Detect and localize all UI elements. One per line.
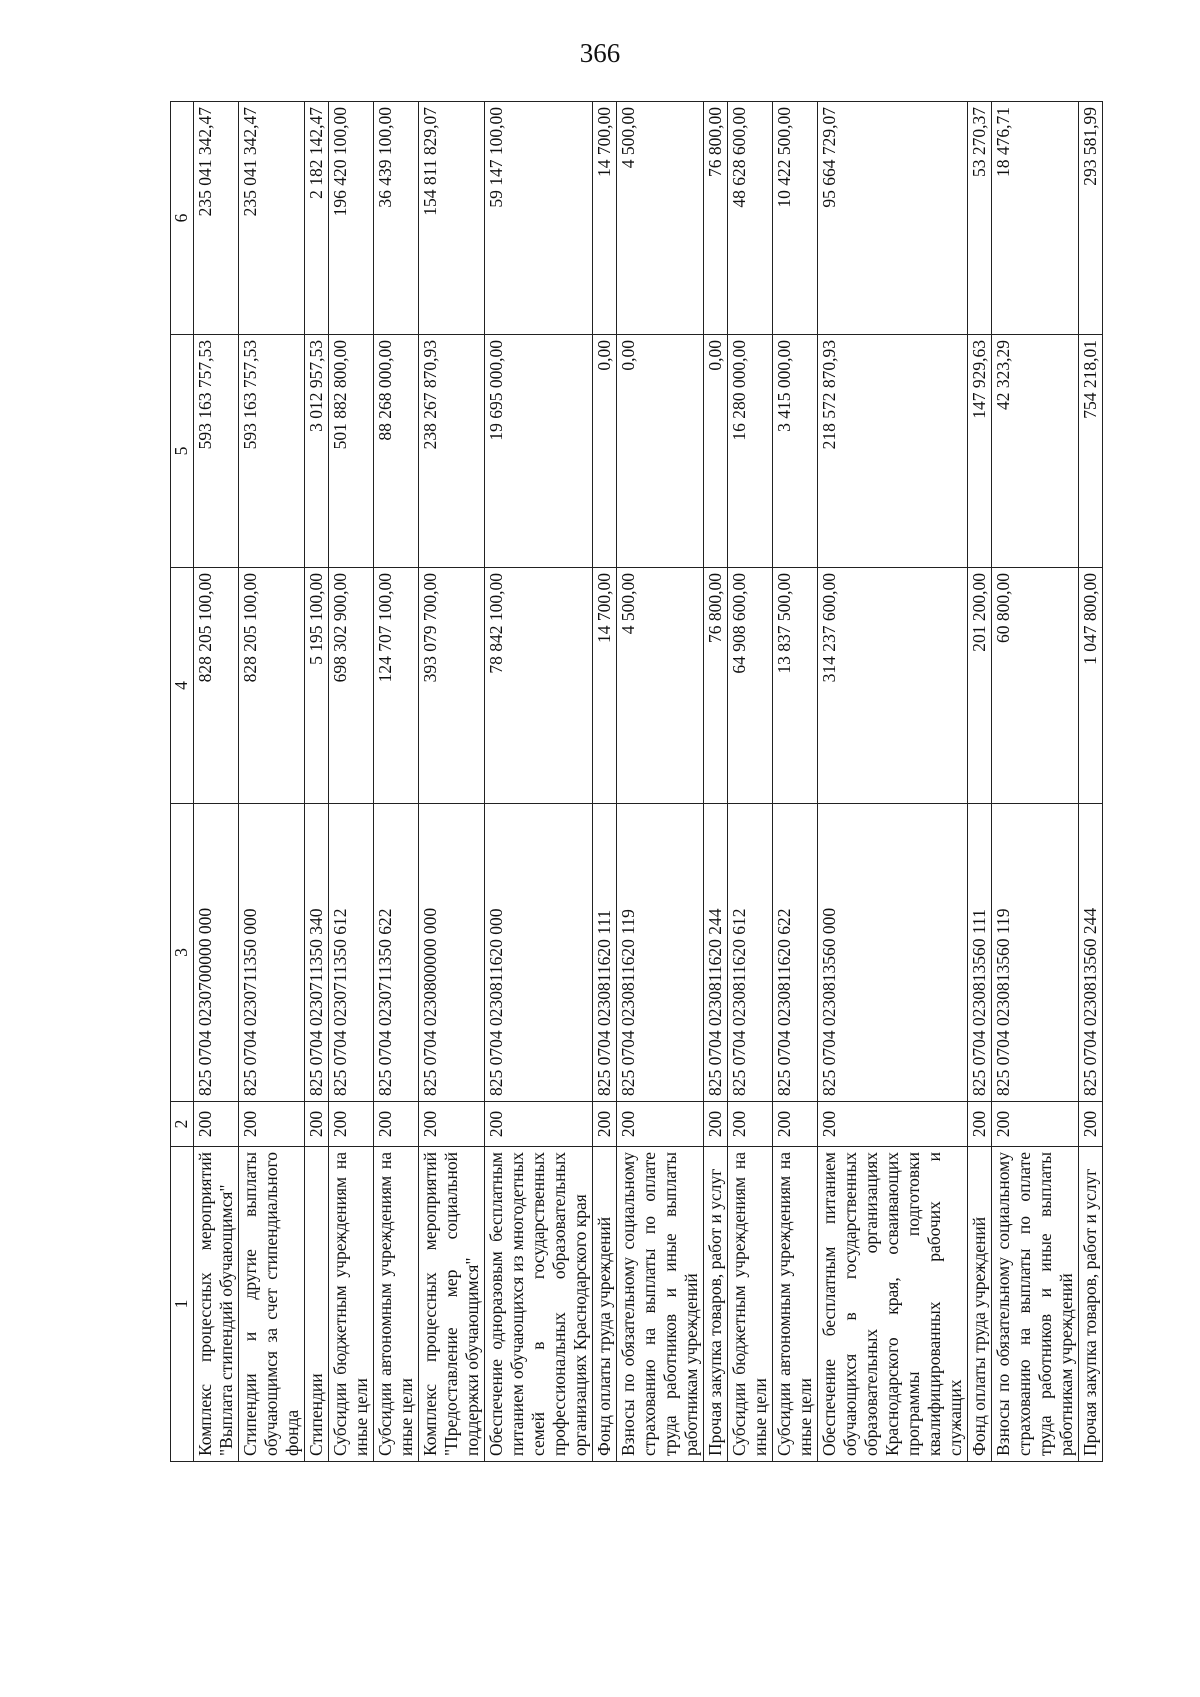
row-code: 200 bbox=[968, 1102, 992, 1147]
row-code: 200 bbox=[773, 1102, 818, 1147]
row-value-col6: 76 800,00 bbox=[704, 102, 728, 335]
rotated-table-container bbox=[170, 102, 1100, 1462]
row-name: Взносы по обязательному социальному страхованию на выплаты по оплате труда работников и иные выплаты работникам учреждений bbox=[617, 1147, 704, 1462]
row-kbk: 825 0704 0230813560 000 bbox=[818, 804, 968, 1102]
row-value-col4: 13 837 500,00 bbox=[773, 568, 818, 804]
table-row bbox=[329, 102, 374, 1462]
row-kbk: 825 0704 0230711350 612 bbox=[329, 804, 374, 1102]
row-value-col4: 828 205 100,00 bbox=[194, 568, 239, 804]
row-value-col4: 828 205 100,00 bbox=[239, 568, 305, 804]
row-kbk: 825 0704 0230811620 111 bbox=[593, 804, 617, 1102]
row-code: 200 bbox=[1079, 1102, 1103, 1147]
table-row bbox=[728, 102, 773, 1462]
row-name: Прочая закупка товаров, работ и услуг bbox=[1079, 1147, 1103, 1462]
row-code: 200 bbox=[593, 1102, 617, 1147]
row-value-col5: 42 323,29 bbox=[992, 335, 1079, 568]
row-name: Прочая закупка товаров, работ и услуг bbox=[704, 1147, 728, 1462]
row-value-col6: 14 700,00 bbox=[593, 102, 617, 335]
table-row bbox=[992, 102, 1079, 1462]
row-kbk: 825 0704 0230800000 000 bbox=[419, 804, 485, 1102]
row-code: 200 bbox=[374, 1102, 419, 1147]
table-row bbox=[305, 102, 329, 1462]
row-name: Обеспечение одноразовым бесплатным питанием обучающихся из многодетных семей в государственных профессиональных образовательных организациях Краснодарского края bbox=[485, 1147, 593, 1462]
row-kbk: 825 0704 0230811620 119 bbox=[617, 804, 704, 1102]
table-row bbox=[194, 102, 239, 1462]
header-col-3: 3 bbox=[171, 804, 194, 1102]
row-name: Фонд оплаты труда учреждений bbox=[968, 1147, 992, 1462]
budget-table bbox=[170, 101, 1103, 1462]
row-value-col5: 0,00 bbox=[704, 335, 728, 568]
row-kbk: 825 0704 0230711350 000 bbox=[239, 804, 305, 1102]
row-name: Субсидии автономным учреждениям на иные цели bbox=[374, 1147, 419, 1462]
row-kbk: 825 0704 0230811620 612 bbox=[728, 804, 773, 1102]
header-col-4: 4 bbox=[171, 568, 194, 804]
row-kbk: 825 0704 0230813560 244 bbox=[1079, 804, 1103, 1102]
row-value-col6: 36 439 100,00 bbox=[374, 102, 419, 335]
row-code: 200 bbox=[485, 1102, 593, 1147]
row-value-col6: 196 420 100,00 bbox=[329, 102, 374, 335]
row-name: Комплекс процессных мероприятий "Предоставление мер социальной поддержки обучающимся" bbox=[419, 1147, 485, 1462]
row-kbk: 825 0704 0230811620 244 bbox=[704, 804, 728, 1102]
header-col-1: 1 bbox=[171, 1147, 194, 1462]
row-value-col6: 59 147 100,00 bbox=[485, 102, 593, 335]
row-value-col5: 238 267 870,93 bbox=[419, 335, 485, 568]
row-value-col5: 0,00 bbox=[593, 335, 617, 568]
row-value-col6: 293 581,99 bbox=[1079, 102, 1103, 335]
table-body bbox=[194, 102, 1103, 1462]
table-row bbox=[374, 102, 419, 1462]
row-value-col4: 201 200,00 bbox=[968, 568, 992, 804]
row-value-col4: 314 237 600,00 bbox=[818, 568, 968, 804]
row-kbk: 825 0704 0230711350 340 bbox=[305, 804, 329, 1102]
table-row bbox=[419, 102, 485, 1462]
row-value-col4: 64 908 600,00 bbox=[728, 568, 773, 804]
table-row bbox=[239, 102, 305, 1462]
row-code: 200 bbox=[992, 1102, 1079, 1147]
row-value-col4: 76 800,00 bbox=[704, 568, 728, 804]
row-value-col6: 4 500,00 bbox=[617, 102, 704, 335]
row-code: 200 bbox=[329, 1102, 374, 1147]
row-kbk: 825 0704 0230813560 111 bbox=[968, 804, 992, 1102]
table-row bbox=[773, 102, 818, 1462]
row-value-col4: 78 842 100,00 bbox=[485, 568, 593, 804]
row-value-col5: 3 012 957,53 bbox=[305, 335, 329, 568]
row-code: 200 bbox=[194, 1102, 239, 1147]
row-name: Взносы по обязательному социальному страхованию на выплаты по оплате труда работников и иные выплаты работникам учреждений bbox=[992, 1147, 1079, 1462]
row-kbk: 825 0704 0230700000 000 bbox=[194, 804, 239, 1102]
row-code: 200 bbox=[617, 1102, 704, 1147]
row-value-col6: 18 476,71 bbox=[992, 102, 1079, 335]
row-code: 200 bbox=[305, 1102, 329, 1147]
row-value-col5: 593 163 757,53 bbox=[239, 335, 305, 568]
table-row bbox=[1079, 102, 1103, 1462]
header-row bbox=[171, 102, 194, 1462]
row-value-col6: 235 041 342,47 bbox=[239, 102, 305, 335]
row-value-col5: 19 695 000,00 bbox=[485, 335, 593, 568]
row-kbk: 825 0704 0230813560 119 bbox=[992, 804, 1079, 1102]
row-name: Комплекс процессных мероприятий "Выплата стипендий обучающимся" bbox=[194, 1147, 239, 1462]
row-value-col6: 48 628 600,00 bbox=[728, 102, 773, 335]
row-value-col5: 88 268 000,00 bbox=[374, 335, 419, 568]
row-value-col5: 147 929,63 bbox=[968, 335, 992, 568]
row-name: Обеспечение бесплатным питанием обучающихся в государственных образовательных организациях Краснодарского края, осваивающих программы подготовки квалифицированных рабочих и служащих bbox=[818, 1147, 968, 1462]
row-value-col4: 124 707 100,00 bbox=[374, 568, 419, 804]
row-value-col4: 5 195 100,00 bbox=[305, 568, 329, 804]
row-code: 200 bbox=[419, 1102, 485, 1147]
row-code: 200 bbox=[704, 1102, 728, 1147]
row-code: 200 bbox=[239, 1102, 305, 1147]
row-name: Субсидии автономным учреждениям на иные цели bbox=[773, 1147, 818, 1462]
row-name: Субсидии бюджетным учреждениям на иные цели bbox=[329, 1147, 374, 1462]
table-row bbox=[485, 102, 593, 1462]
row-kbk: 825 0704 0230711350 622 bbox=[374, 804, 419, 1102]
row-code: 200 bbox=[818, 1102, 968, 1147]
row-value-col5: 0,00 bbox=[617, 335, 704, 568]
table-row bbox=[818, 102, 968, 1462]
table-row bbox=[968, 102, 992, 1462]
row-value-col4: 393 079 700,00 bbox=[419, 568, 485, 804]
row-value-col5: 754 218,01 bbox=[1079, 335, 1103, 568]
row-value-col5: 218 572 870,93 bbox=[818, 335, 968, 568]
row-value-col4: 60 800,00 bbox=[992, 568, 1079, 804]
row-name: Фонд оплаты труда учреждений bbox=[593, 1147, 617, 1462]
row-value-col5: 16 280 000,00 bbox=[728, 335, 773, 568]
header-col-2: 2 bbox=[171, 1102, 194, 1147]
row-value-col4: 1 047 800,00 bbox=[1079, 568, 1103, 804]
header-col-6: 6 bbox=[171, 102, 194, 335]
row-name: Стипендии bbox=[305, 1147, 329, 1462]
row-value-col5: 3 415 000,00 bbox=[773, 335, 818, 568]
row-name: Субсидии бюджетным учреждениям на иные цели bbox=[728, 1147, 773, 1462]
table-row bbox=[617, 102, 704, 1462]
row-value-col6: 154 811 829,07 bbox=[419, 102, 485, 335]
row-value-col4: 4 500,00 bbox=[617, 568, 704, 804]
page-number: 366 bbox=[579, 38, 621, 68]
row-value-col6: 95 664 729,07 bbox=[818, 102, 968, 335]
row-kbk: 825 0704 0230811620 000 bbox=[485, 804, 593, 1102]
row-value-col4: 14 700,00 bbox=[593, 568, 617, 804]
row-value-col6: 235 041 342,47 bbox=[194, 102, 239, 335]
table-row bbox=[704, 102, 728, 1462]
header-col-5: 5 bbox=[171, 335, 194, 568]
row-value-col6: 10 422 500,00 bbox=[773, 102, 818, 335]
row-value-col5: 593 163 757,53 bbox=[194, 335, 239, 568]
row-kbk: 825 0704 0230811620 622 bbox=[773, 804, 818, 1102]
row-value-col6: 2 182 142,47 bbox=[305, 102, 329, 335]
row-code: 200 bbox=[728, 1102, 773, 1147]
row-value-col5: 501 882 800,00 bbox=[329, 335, 374, 568]
row-value-col4: 698 302 900,00 bbox=[329, 568, 374, 804]
row-name: Стипендии и другие выплаты обучающимся за счет стипендиального фонда bbox=[239, 1147, 305, 1462]
table-row bbox=[593, 102, 617, 1462]
row-value-col6: 53 270,37 bbox=[968, 102, 992, 335]
